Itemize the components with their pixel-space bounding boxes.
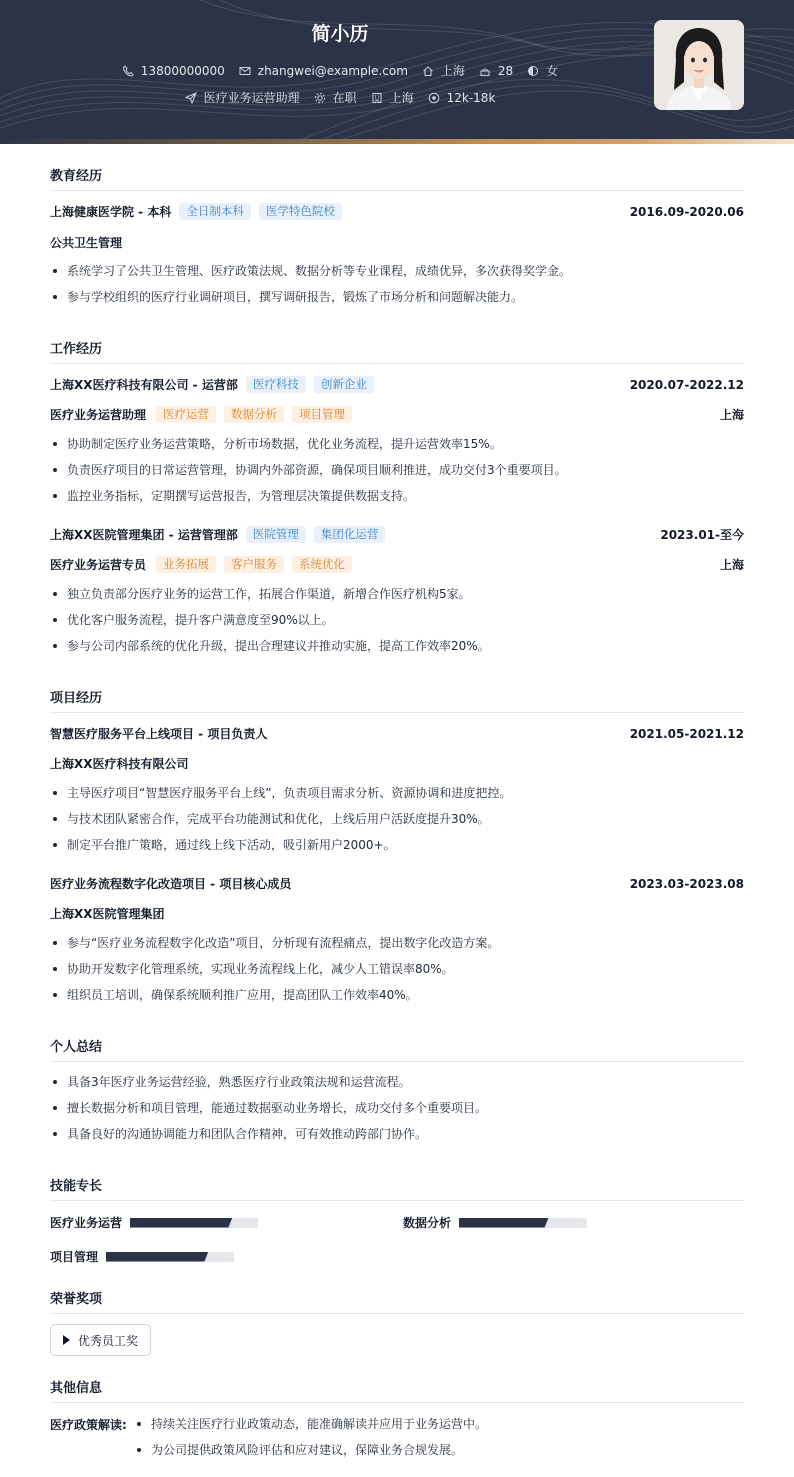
caret-right-icon bbox=[63, 1335, 70, 1345]
education-bullets bbox=[50, 263, 744, 315]
work-position-row bbox=[50, 556, 744, 573]
position-tag: 客户服务 bbox=[224, 556, 284, 573]
work-date: 2020.07-2022.12 bbox=[629, 377, 744, 392]
project-date: 2023.03-2023.08 bbox=[629, 876, 744, 891]
work-city-item bbox=[371, 89, 414, 106]
city-text: 上海 bbox=[440, 64, 465, 78]
work-city-text: 上海 bbox=[389, 91, 414, 105]
project-header-row bbox=[50, 725, 744, 742]
skill-name: 项目管理 bbox=[50, 1250, 99, 1264]
work-company-row bbox=[50, 376, 744, 393]
work-bullets bbox=[50, 586, 744, 664]
position-name: 医疗业务运营专员 bbox=[50, 558, 147, 572]
summary-bullets bbox=[50, 1074, 744, 1152]
education-section-title: 教育经历 bbox=[50, 165, 744, 191]
education-tag: 医学特色院校 bbox=[259, 203, 342, 220]
list-item: 具备良好的沟通协调能力和团队合作精神，可有效推动跨部门协作。 bbox=[50, 1126, 744, 1152]
age-item bbox=[479, 64, 513, 78]
company-name: 上海XX医疗科技有限公司 - 运营部 bbox=[50, 378, 238, 392]
list-item: 具备3年医疗业务运营经验，熟悉医疗行业政策法规和运营流程。 bbox=[50, 1074, 744, 1100]
candidate-name: 简小历 bbox=[311, 23, 369, 45]
award-toggle[interactable] bbox=[50, 1324, 151, 1356]
education-major-row bbox=[50, 234, 744, 251]
project-bullets bbox=[50, 785, 744, 863]
project-org: 上海XX医疗科技有限公司 bbox=[50, 757, 189, 771]
company-tag: 集团化运营 bbox=[314, 526, 386, 543]
salary-item bbox=[428, 91, 496, 105]
mail-icon bbox=[239, 65, 251, 77]
other-section-title: 其他信息 bbox=[50, 1377, 744, 1403]
position-tag: 数据分析 bbox=[224, 406, 284, 423]
position-tag: 医疗运营 bbox=[156, 406, 216, 423]
skills-section-title: 技能专长 bbox=[50, 1175, 744, 1201]
job-row bbox=[0, 89, 680, 106]
list-item: 负责医疗项目的日常运营管理，协调内外部资源，确保项目顺利推进，成功交付3个重要项目。 bbox=[50, 462, 744, 488]
list-item: 组织员工培训，确保系统顺利推广应用，提高团队工作效率40%。 bbox=[50, 987, 744, 1013]
summary-section-title: 个人总结 bbox=[50, 1036, 744, 1062]
gender-text: 女 bbox=[546, 64, 559, 78]
list-item: 主导医疗项目“智慧医疗服务平台上线”，负责项目需求分析、资源协调和进度把控。 bbox=[50, 785, 744, 811]
job-target-text: 医疗业务运营助理 bbox=[203, 91, 300, 105]
home-icon bbox=[422, 65, 434, 77]
education-date: 2016.09-2020.06 bbox=[629, 204, 744, 219]
work-company-row bbox=[50, 526, 744, 543]
skill-item bbox=[50, 1214, 258, 1231]
header-accent-bar bbox=[0, 139, 794, 144]
list-item: 为公司提供政策风险评估和应对建议，保障业务合规发展。 bbox=[134, 1442, 744, 1468]
education-header-row bbox=[50, 203, 744, 220]
project-org-row bbox=[50, 755, 744, 772]
list-item: 独立负责部分医疗业务的运营工作，拓展合作渠道，新增合作医疗机构5家。 bbox=[50, 586, 744, 612]
avatar-photo bbox=[654, 20, 744, 110]
send-icon bbox=[185, 92, 197, 104]
company-name: 上海XX医院管理集团 - 运营管理部 bbox=[50, 528, 238, 542]
other-bullets bbox=[134, 1416, 744, 1468]
email-item bbox=[239, 64, 408, 78]
skill-bar bbox=[459, 1218, 587, 1228]
project-name: 智慧医疗服务平台上线项目 - 项目负责人 bbox=[50, 727, 268, 741]
age-text: 28 bbox=[497, 63, 514, 78]
education-tag: 全日制本科 bbox=[179, 203, 251, 220]
work-location: 上海 bbox=[719, 558, 744, 572]
list-item: 优化客户服务流程，提升客户满意度至90%以上。 bbox=[50, 612, 744, 638]
project-bullets bbox=[50, 935, 744, 1013]
list-item: 参与公司内部系统的优化升级，提出合理建议并推动实施，提高工作效率20%。 bbox=[50, 638, 744, 664]
work-location: 上海 bbox=[719, 408, 744, 422]
position-tag: 项目管理 bbox=[292, 406, 352, 423]
list-item: 协助开发数字化管理系统，实现业务流程线上化，减少人工错误率80%。 bbox=[50, 961, 744, 987]
project-org: 上海XX医院管理集团 bbox=[50, 907, 165, 921]
skill-item bbox=[403, 1214, 587, 1231]
phone-text: 13800000000 bbox=[140, 63, 225, 78]
list-item: 监控业务指标，定期撰写运营报告，为管理层决策提供数据支持。 bbox=[50, 488, 744, 514]
project-org-row bbox=[50, 905, 744, 922]
company-tag: 医疗科技 bbox=[246, 376, 306, 393]
resume-header bbox=[0, 0, 794, 140]
gender-icon bbox=[527, 65, 539, 77]
list-item: 擅长数据分析和项目管理，能通过数据驱动业务增长，成功交付多个重要项目。 bbox=[50, 1100, 744, 1126]
gender-item bbox=[527, 62, 558, 79]
list-item: 与技术团队紧密合作，完成平台功能测试和优化，上线后用户活跃度提升30%。 bbox=[50, 811, 744, 837]
major-name: 公共卫生管理 bbox=[50, 236, 123, 250]
skill-name: 医疗业务运营 bbox=[50, 1216, 123, 1230]
list-item: 协助制定医疗业务运营策略，分析市场数据，优化业务流程，提升运营效率15%。 bbox=[50, 436, 744, 462]
awards-section-title: 荣誉奖项 bbox=[50, 1288, 744, 1314]
skill-bar bbox=[130, 1218, 258, 1228]
projects-section-title: 项目经历 bbox=[50, 687, 744, 713]
work-bullets bbox=[50, 436, 744, 514]
position-name: 医疗业务运营助理 bbox=[50, 408, 147, 422]
status-item bbox=[314, 89, 357, 106]
company-tag: 医院管理 bbox=[246, 526, 306, 543]
skill-fill bbox=[106, 1252, 208, 1262]
city-item bbox=[422, 62, 465, 79]
list-item: 参与“医疗业务流程数字化改造”项目，分析现有流程痛点，提出数字化改造方案。 bbox=[50, 935, 744, 961]
skill-bar bbox=[106, 1252, 234, 1262]
building-icon bbox=[371, 92, 383, 104]
skill-item bbox=[50, 1248, 234, 1265]
skill-fill bbox=[130, 1218, 232, 1228]
list-item: 参与学校组织的医疗行业调研项目，撰写调研报告，锻炼了市场分析和问题解决能力。 bbox=[50, 289, 744, 315]
skill-name: 数据分析 bbox=[403, 1216, 452, 1230]
position-tag: 系统优化 bbox=[292, 556, 352, 573]
project-date: 2021.05-2021.12 bbox=[629, 726, 744, 741]
phone-icon bbox=[122, 65, 134, 77]
project-name: 医疗业务流程数字化改造项目 - 项目核心成员 bbox=[50, 877, 292, 891]
project-header-row bbox=[50, 875, 744, 892]
work-date: 2023.01-至今 bbox=[660, 528, 744, 542]
list-item: 系统学习了公共卫生管理、医疗政策法规、数据分析等专业课程，成绩优异，多次获得奖学金。 bbox=[50, 263, 744, 289]
list-item: 制定平台推广策略，通过线上线下活动，吸引新用户2000+。 bbox=[50, 837, 744, 863]
position-tag: 业务拓展 bbox=[156, 556, 216, 573]
status-text: 在职 bbox=[332, 91, 357, 105]
contact-row bbox=[0, 62, 680, 79]
salary-icon bbox=[428, 92, 440, 104]
status-icon bbox=[314, 92, 326, 104]
job-target-item bbox=[185, 89, 300, 106]
award-name: 优秀员工奖 bbox=[78, 1333, 139, 1348]
work-section-title: 工作经历 bbox=[50, 338, 744, 364]
salary-text: 12k-18k bbox=[446, 90, 496, 105]
list-item: 持续关注医疗行业政策动态，能准确解读并应用于业务运营中。 bbox=[134, 1416, 744, 1442]
phone-item bbox=[122, 64, 225, 78]
age-icon bbox=[479, 65, 491, 77]
company-tag: 创新企业 bbox=[314, 376, 374, 393]
school-name: 上海健康医学院 - 本科 bbox=[50, 205, 172, 219]
other-label: 医疗政策解读: bbox=[50, 1418, 127, 1432]
skill-fill bbox=[459, 1218, 549, 1228]
work-position-row bbox=[50, 406, 744, 423]
email-text: zhangwei@example.com bbox=[257, 63, 408, 78]
